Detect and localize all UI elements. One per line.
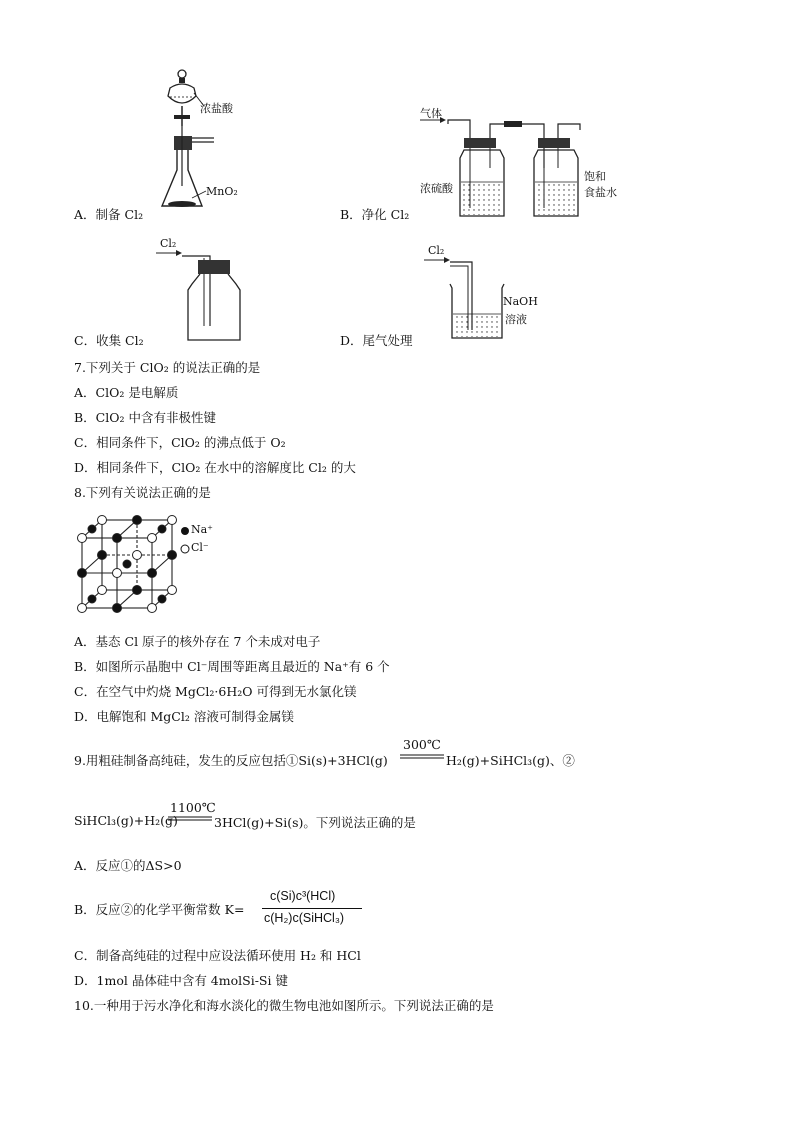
q10-stem: 10.一种用于污水净化和海水淡化的微生物电池如图所示。下列说法正确的是 [74, 998, 494, 1013]
q6-option-c: C．收集 Cl₂ [74, 333, 144, 348]
q9-condition-300: 300℃ [403, 737, 441, 752]
q7-option-a: A．ClO₂ 是电解质 [74, 385, 179, 400]
q8-option-d: D．电解饱和 MgCl₂ 溶液可制得金属镁 [74, 709, 294, 724]
q8-option-a: A．基态 Cl 原子的核外存在 7 个未成对电子 [74, 634, 321, 649]
label-saturated: 饱和 [584, 170, 606, 183]
legend-cl-dot [180, 544, 190, 554]
equilibrium-double-line-2 [168, 816, 212, 822]
equilibrium-double-line-1 [400, 754, 444, 760]
legend-cl-label: Cl⁻ [191, 541, 209, 554]
figure-nacl-unit-cell [74, 512, 184, 617]
q8-stem: 8.下列有关说法正确的是 [74, 485, 211, 500]
figure-a-cl2-generator [150, 66, 260, 216]
q7-stem: 7.下列关于 ClO₂ 的说法正确的是 [74, 360, 261, 375]
legend-na-label: Na⁺ [191, 523, 213, 536]
q6-option-b: B．净化 Cl₂ [340, 207, 410, 222]
q9-option-d: D．1mol 晶体硅中含有 4molSi-Si 键 [74, 973, 288, 988]
label-solution: 溶液 [505, 313, 527, 326]
label-cl2-d: Cl₂ [428, 244, 445, 257]
q6-option-a: A．制备 Cl₂ [74, 207, 144, 222]
figure-c-collection-bottle [150, 240, 250, 345]
figure-b-purification-bottles [412, 108, 602, 220]
q9-stem-line1-a: 9.用粗硅制备高纯硅，发生的反应包括①Si(s)+3HCl(g) [74, 753, 388, 768]
label-conc-h2so4: 浓硫酸 [420, 182, 453, 195]
q9-stem-line1-b: H₂(g)+SiHCl₃(g)、② [446, 753, 575, 768]
q9-option-b-denominator: c(H₂)c(SiHCl₃) [264, 911, 345, 925]
q9-option-c: C．制备高纯硅的过程中应设法循环使用 H₂ 和 HCl [74, 948, 361, 963]
label-naoh: NaOH [503, 295, 538, 308]
q6-option-d: D．尾气处理 [340, 333, 413, 348]
label-gas: 气体 [420, 107, 442, 120]
fraction-bar [262, 908, 362, 909]
q9-condition-1100: 1100℃ [170, 800, 216, 815]
label-mno2: MnO₂ [206, 185, 238, 198]
q9-option-a: A．反应①的ΔS>0 [74, 858, 182, 873]
q7-option-b: B．ClO₂ 中含有非极性键 [74, 410, 216, 425]
legend-na-dot [180, 526, 190, 536]
label-cl2-c: Cl₂ [160, 237, 177, 250]
q9-option-b-numerator: c(Si)c³(HCl) [270, 889, 336, 903]
label-conc-hcl: 浓盐酸 [200, 102, 233, 115]
q7-option-d: D．相同条件下，ClO₂ 在水中的溶解度比 Cl₂ 的大 [74, 460, 356, 475]
q9-option-b-prefix: B．反应②的化学平衡常数 K= [74, 902, 245, 917]
q9-stem-line2-a: SiHCl₃(g)+H₂(g) [74, 813, 178, 828]
q8-option-b: B．如图所示晶胞中 Cl⁻周围等距离且最近的 Na⁺有 6 个 [74, 659, 390, 674]
label-brine: 食盐水 [584, 186, 617, 199]
q9-stem-line2-b: 3HCl(g)+Si(s)。下列说法正确的是 [214, 815, 416, 830]
q8-option-c: C．在空气中灼烧 MgCl₂·6H₂O 可得到无水氯化镁 [74, 684, 357, 699]
q7-option-c: C．相同条件下，ClO₂ 的沸点低于 O₂ [74, 435, 286, 450]
